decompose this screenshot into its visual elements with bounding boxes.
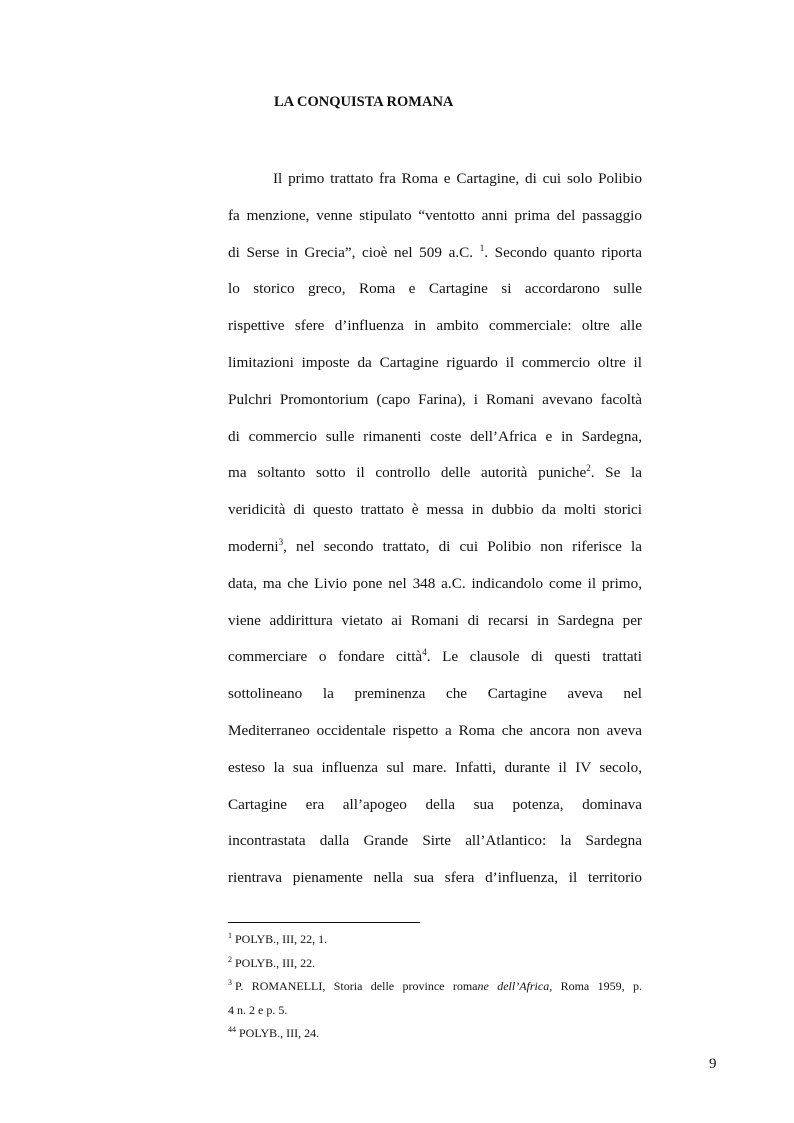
text-segment: di Serse in Grecia”, cioè nel 509 a.C. bbox=[228, 243, 474, 261]
footnote-1 bbox=[228, 928, 642, 952]
text-line: viene addirittura vietato ai Romani di recarsi in Sardegna per bbox=[228, 611, 642, 629]
text-segment: ma soltanto sotto il controllo delle autorità puniche bbox=[228, 464, 587, 482]
footnote-reference[interactable]: 1 bbox=[479, 242, 485, 253]
footnote-divider bbox=[228, 922, 420, 923]
text-segment: commerciare o fondare città bbox=[228, 648, 423, 666]
text-segment: moderni bbox=[228, 537, 279, 555]
footnote-3 bbox=[228, 975, 642, 999]
text-line bbox=[228, 639, 642, 676]
text-line: sottolineano la preminenza che Cartagine aveva nel bbox=[228, 685, 642, 703]
text-line: lo storico greco, Roma e Cartagine si accordarono sulle bbox=[228, 280, 642, 298]
text-segment: . Le clausole di questi trattati bbox=[426, 648, 642, 666]
text-line bbox=[228, 529, 642, 566]
text-line: incontrastata dalla Grande Sirte all’Atlantico: la Sardegna bbox=[228, 832, 642, 850]
footnote-reference[interactable]: 2 bbox=[586, 463, 591, 474]
text-line bbox=[228, 235, 642, 272]
footnote-mark: 1 bbox=[228, 931, 232, 940]
text-line: limitazioni imposte da Cartagine riguardo il commercio oltre il bbox=[228, 353, 642, 371]
page-number: 9 bbox=[709, 1056, 717, 1072]
text-line: Il primo trattato fra Roma e Cartagine, di cui solo Polibio bbox=[273, 170, 642, 187]
text-line: rientrava pienamente nella sua sfera d’influenza, il territorio bbox=[228, 869, 642, 887]
footnote-mark: 2 bbox=[228, 954, 232, 964]
footnote-reference[interactable]: 4 bbox=[422, 647, 427, 658]
text-segment: . Se la bbox=[590, 464, 642, 482]
footnote-4 bbox=[228, 1022, 642, 1046]
footnote-text: POLYB., III, 22, 1. bbox=[235, 932, 328, 946]
footnote-mark: 3 bbox=[228, 978, 232, 987]
chapter-title: LA CONQUISTA ROMANA bbox=[274, 94, 454, 110]
footnotes bbox=[228, 928, 642, 1046]
text-line: fa menzione, venne stipulato “ventotto anni prima del passaggio bbox=[228, 206, 642, 224]
text-line: rispettive sfere d’influenza in ambito commerciale: oltre alle bbox=[228, 317, 642, 335]
text-segment: . Secondo quanto riporta bbox=[484, 243, 643, 261]
text-line: Mediterraneo occidentale rispetto a Roma che ancora non aveva bbox=[228, 721, 642, 739]
footnote-mark: 44 bbox=[228, 1025, 236, 1034]
footnote-text: P. ROMANELLI, Storia delle province roma bbox=[235, 979, 478, 993]
text-line: esteso la sua influenza sul mare. Infatti, durante il IV secolo, bbox=[228, 758, 642, 776]
footnote-2 bbox=[228, 952, 642, 976]
footnote-text-italic: ne dell’Africa bbox=[477, 979, 550, 993]
text-line: veridicità di questo trattato è messa in dubbio da molti storici bbox=[228, 501, 642, 519]
text-line: di commercio sulle rimanenti coste dell’Africa e in Sardegna, bbox=[228, 427, 642, 445]
footnote-text: , Roma 1959, p. bbox=[549, 979, 642, 993]
footnote-text: POLYB., III, 22. bbox=[235, 955, 316, 970]
text-line: Pulchri Promontorium (capo Farina), i Romani avevano facoltà bbox=[228, 390, 642, 408]
text-line: data, ma che Livio pone nel 348 a.C. indicandolo come il primo, bbox=[228, 574, 642, 592]
footnote-3-continuation: 4 n. 2 e p. 5. bbox=[228, 1002, 288, 1017]
body-text bbox=[228, 161, 642, 897]
text-line: Cartagine era all’apogeo della sua potenza, dominava bbox=[228, 795, 642, 813]
footnote-text: POLYB., III, 24. bbox=[239, 1026, 320, 1040]
text-segment: , nel secondo trattato, di cui Polibio non riferisce la bbox=[283, 537, 642, 555]
text-line bbox=[228, 455, 642, 492]
footnote-reference[interactable]: 3 bbox=[278, 536, 284, 547]
